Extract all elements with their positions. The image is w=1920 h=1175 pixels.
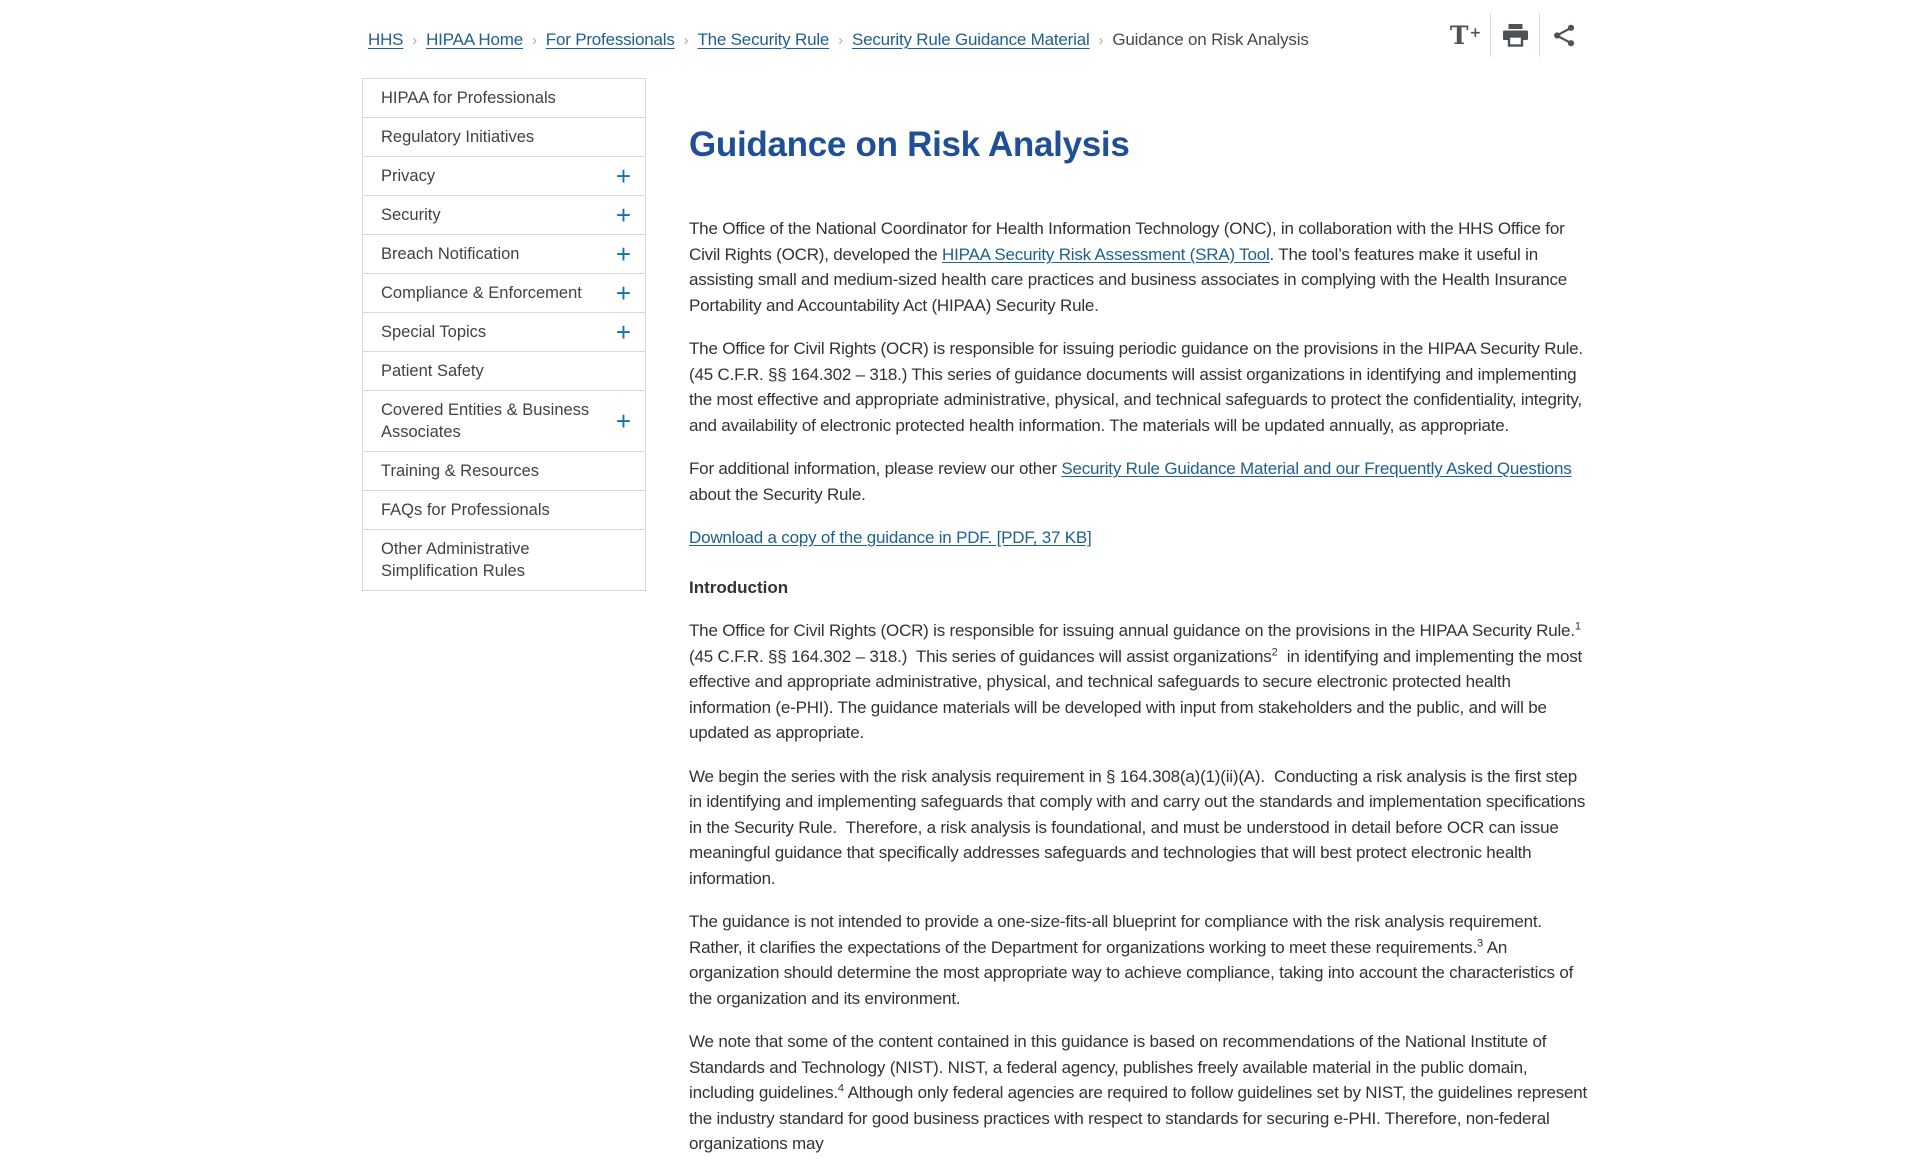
footnote-ref: 3 xyxy=(1477,936,1484,949)
text-run: in identifying and implementing the most effective and appropriate administrative, physical, and technical safeguards to secure electronic protected health information (e-PHI). The guidance materials will be developed with input from stakeholders and the public, and will be updated as appropriate. xyxy=(689,646,1583,742)
breadcrumb-separator: › xyxy=(683,32,689,49)
sidebar-item-compliance-enforcement[interactable] xyxy=(363,274,645,313)
inline-link[interactable]: Security Rule Guidance Material and our Frequently Asked Questions xyxy=(1061,459,1572,478)
sidebar-item-label: Training & Resources xyxy=(381,462,540,480)
sidebar-item-patient-safety[interactable] xyxy=(363,352,645,391)
text-run: The Office for Civil Rights (OCR) is responsible for issuing annual guidance on the provisions in the HIPAA Security Rule. xyxy=(689,621,1575,640)
sidebar-item-label: Covered Entities & Business Associates xyxy=(381,401,590,441)
sidebar-item-label: Regulatory Initiatives xyxy=(381,128,535,146)
sidebar-item-other-administrative-simplification-rules[interactable] xyxy=(363,530,645,591)
sidebar-item-label: HIPAA for Professionals xyxy=(381,89,556,107)
paragraph xyxy=(689,336,1593,438)
paragraph xyxy=(689,764,1593,892)
paragraph xyxy=(689,1029,1593,1157)
breadcrumb-separator: › xyxy=(412,32,418,49)
expand-plus-icon[interactable]: + xyxy=(615,317,631,347)
paragraph xyxy=(689,456,1593,507)
sidebar-item-label: Special Topics xyxy=(381,323,487,341)
sidebar-item-faqs-for-professionals[interactable] xyxy=(363,491,645,530)
footnote-ref: 2 xyxy=(1271,645,1278,658)
sidebar-item-label: Breach Notification xyxy=(381,245,520,263)
text-run: . The tool’s features make it useful in assisting small and medium-sized health care practices and business associates in complying with the Health Insurance Portability and Accountability Act (HIPAA) Security Rule. xyxy=(689,244,1568,315)
expand-plus-icon[interactable]: + xyxy=(615,239,631,269)
main-content xyxy=(689,0,1593,1175)
sidebar-item-security[interactable] xyxy=(363,196,645,235)
text-run: (45 C.F.R. §§ 164.302 – 318.) This series of guidances will assist organizations xyxy=(689,621,1586,666)
sidebar-item-label: Patient Safety xyxy=(381,362,484,380)
expand-plus-icon[interactable]: + xyxy=(615,406,631,436)
breadcrumb-link-security-rule-guidance-material[interactable]: Security Rule Guidance Material xyxy=(851,30,1090,49)
sidebar-item-label: Privacy xyxy=(381,167,436,185)
text-run: We note that some of the content contained in this guidance is based on recommendations of the National Institute of Standards and Technology (NIST). NIST, a federal agency, publishes freely available material in the public domain, including guidelines. xyxy=(689,1032,1547,1102)
expand-plus-icon[interactable]: + xyxy=(615,161,631,191)
footnote-ref: 1 xyxy=(1574,620,1581,633)
text-run: The Office for Civil Rights (OCR) is responsible for issuing periodic guidance on the provisions in the HIPAA Security Rule. (45 C.F.R. §§ 164.302 – 318.) This series of guidance documents will assist organizations in identifying and implementing the most effective and appropriate administrative, physical, and technical safeguards to protect the confidentiality, integrity, and availability of electronic protected health information. The materials will be updated annually, as appropriate. xyxy=(689,339,1583,435)
sidebar-item-hipaa-for-professionals[interactable] xyxy=(363,79,645,118)
breadcrumb-separator: › xyxy=(531,32,537,49)
breadcrumb-link-hhs[interactable]: HHS xyxy=(368,30,404,49)
sidebar-item-covered-entities-business-associates[interactable] xyxy=(363,391,645,452)
breadcrumb-current: Guidance on Risk Analysis xyxy=(1112,30,1309,49)
sidebar-item-label: Other Administrative Simplification Rules xyxy=(381,540,530,580)
sidebar xyxy=(362,78,646,591)
sidebar-item-privacy[interactable] xyxy=(363,157,645,196)
expand-plus-icon[interactable]: + xyxy=(615,278,631,308)
paragraph xyxy=(689,525,1593,551)
paragraph xyxy=(689,618,1593,746)
sidebar-item-label: Security xyxy=(381,206,441,224)
sidebar-item-regulatory-initiatives[interactable] xyxy=(363,118,645,157)
paragraph xyxy=(689,216,1593,318)
sidebar-item-label: Compliance & Enforcement xyxy=(381,284,582,302)
text-run: An organization should determine the most appropriate way to achieve compliance, taking into account the characteristics of the organization and its environment. xyxy=(689,937,1574,1008)
article-body xyxy=(689,216,1593,1157)
breadcrumb-link-the-security-rule[interactable]: The Security Rule xyxy=(697,30,830,49)
sidebar-item-breach-notification[interactable] xyxy=(363,235,645,274)
page-title: Guidance on Risk Analysis xyxy=(689,125,1130,164)
text-run: Although only federal agencies are required to follow guidelines set by NIST, the guidelines represent the industry standard for good business practices with respect to standards for securing e-PHI. Therefore, non-federal organizations may xyxy=(689,1083,1588,1153)
breadcrumb-link-hipaa-home[interactable]: HIPAA Home xyxy=(426,30,523,49)
text-run: The guidance is not intended to provide a one-size-fits-all blueprint for compliance with the risk analysis requirement. Rather, it clarifies the expectations of the Department for organizations working to meet these requirements. xyxy=(689,912,1542,957)
section-heading xyxy=(689,575,1593,601)
text-run: For additional information, please review our other xyxy=(689,459,1062,478)
sidebar-item-label: FAQs for Professionals xyxy=(381,501,550,519)
sidebar-item-training-resources[interactable] xyxy=(363,452,645,491)
heading-text: Introduction xyxy=(689,577,789,597)
expand-plus-icon[interactable]: + xyxy=(615,200,631,230)
breadcrumb-separator: › xyxy=(1098,32,1104,49)
text-run: We begin the series with the risk analysis requirement in § 164.308(a)(1)(ii)(A). Conducting a risk analysis is the first step in identifying and implementing safeguards that comply with and carry out the standards and implementation specifications in the Security Rule. Therefore, a risk analysis is foundational, and must be understood in detail before OCR can issue meaningful guidance that specifically addresses safeguards and technologies that will best protect electronic health information. xyxy=(689,766,1586,888)
breadcrumb-separator: › xyxy=(838,32,843,49)
breadcrumb-link-for-professionals[interactable]: For Professionals xyxy=(545,30,675,49)
footnote-ref: 4 xyxy=(837,1082,845,1095)
sidebar-item-special-topics[interactable] xyxy=(363,313,645,352)
text-run: about the Security Rule. xyxy=(689,484,866,504)
inline-link[interactable]: HIPAA Security Risk Assessment (SRA) Tool xyxy=(942,244,1270,264)
paragraph xyxy=(689,909,1593,1011)
text-resize-icon: T+ xyxy=(1449,20,1482,50)
text-run: The Office of the National Coordinator for Health Information Technology (ONC), in collaboration with the HHS Office for Civil Rights (OCR), developed the xyxy=(689,219,1565,264)
inline-link[interactable]: Download a copy of the guidance in PDF. [PDF, 37 KB] xyxy=(689,528,1092,547)
